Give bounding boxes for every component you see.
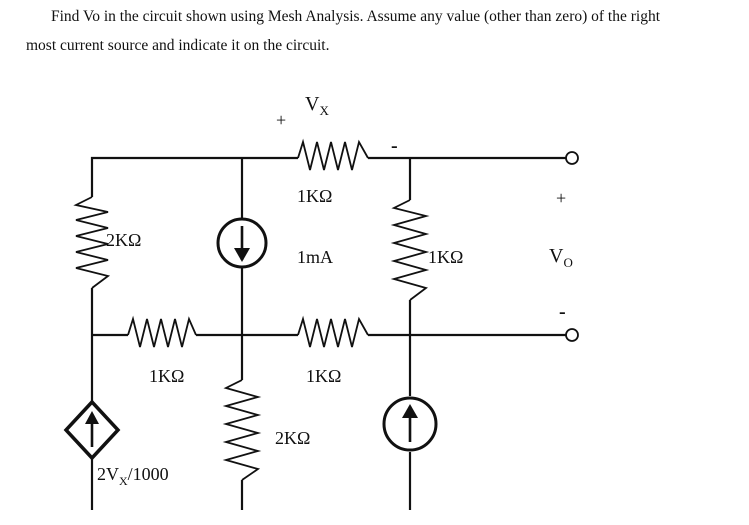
dep-src-part-a: 2V <box>97 464 119 484</box>
vo-label <box>549 245 573 270</box>
dep-src-sub: X <box>119 474 128 488</box>
dependent-current-source <box>66 402 118 458</box>
current-source-1ma <box>218 219 266 267</box>
terminal-top <box>566 152 578 164</box>
resistor-top-1k <box>298 142 368 170</box>
problem-line-2: most current source and indicate it on the circuit. <box>26 37 330 54</box>
label-r-bot-left: 1KΩ <box>149 366 185 386</box>
vx-minus-sign: - <box>391 135 398 157</box>
vx-label-sub: X <box>319 103 329 118</box>
vo-label-sub: O <box>563 255 573 270</box>
vx-plus-sign: + <box>276 110 287 130</box>
label-r-bot-mid: 1KΩ <box>306 366 342 386</box>
resistors <box>76 142 426 480</box>
resistor-right-1k <box>394 200 426 300</box>
wires <box>92 158 566 510</box>
vo-plus-sign: + <box>556 188 567 208</box>
current-source-right <box>384 398 436 450</box>
vx-label-main: V <box>305 93 320 115</box>
label-r-left: 2KΩ <box>106 230 142 250</box>
label-r-right: 1KΩ <box>428 247 464 267</box>
terminal-bottom <box>566 329 578 341</box>
label-r-bot-vertical: 2KΩ <box>275 428 311 448</box>
resistor-left-2k <box>76 197 108 288</box>
label-r-top: 1KΩ <box>297 186 333 206</box>
label-dep-src <box>97 464 169 488</box>
dep-src-part-b: /1000 <box>127 464 169 484</box>
resistor-bot-vertical-2k <box>226 380 258 480</box>
vx-label <box>305 93 329 118</box>
wire-top-left <box>92 158 242 197</box>
resistor-bot-left-1k <box>128 319 196 347</box>
label-src-mid: 1mA <box>297 247 333 267</box>
problem-line-1: Find Vo in the circuit shown using Mesh Analysis. Assume any value (other than zero) of the right <box>51 8 661 25</box>
vo-label-main: V <box>549 245 564 267</box>
vo-minus-sign: - <box>559 301 566 323</box>
resistor-bot-mid-1k <box>298 319 368 347</box>
